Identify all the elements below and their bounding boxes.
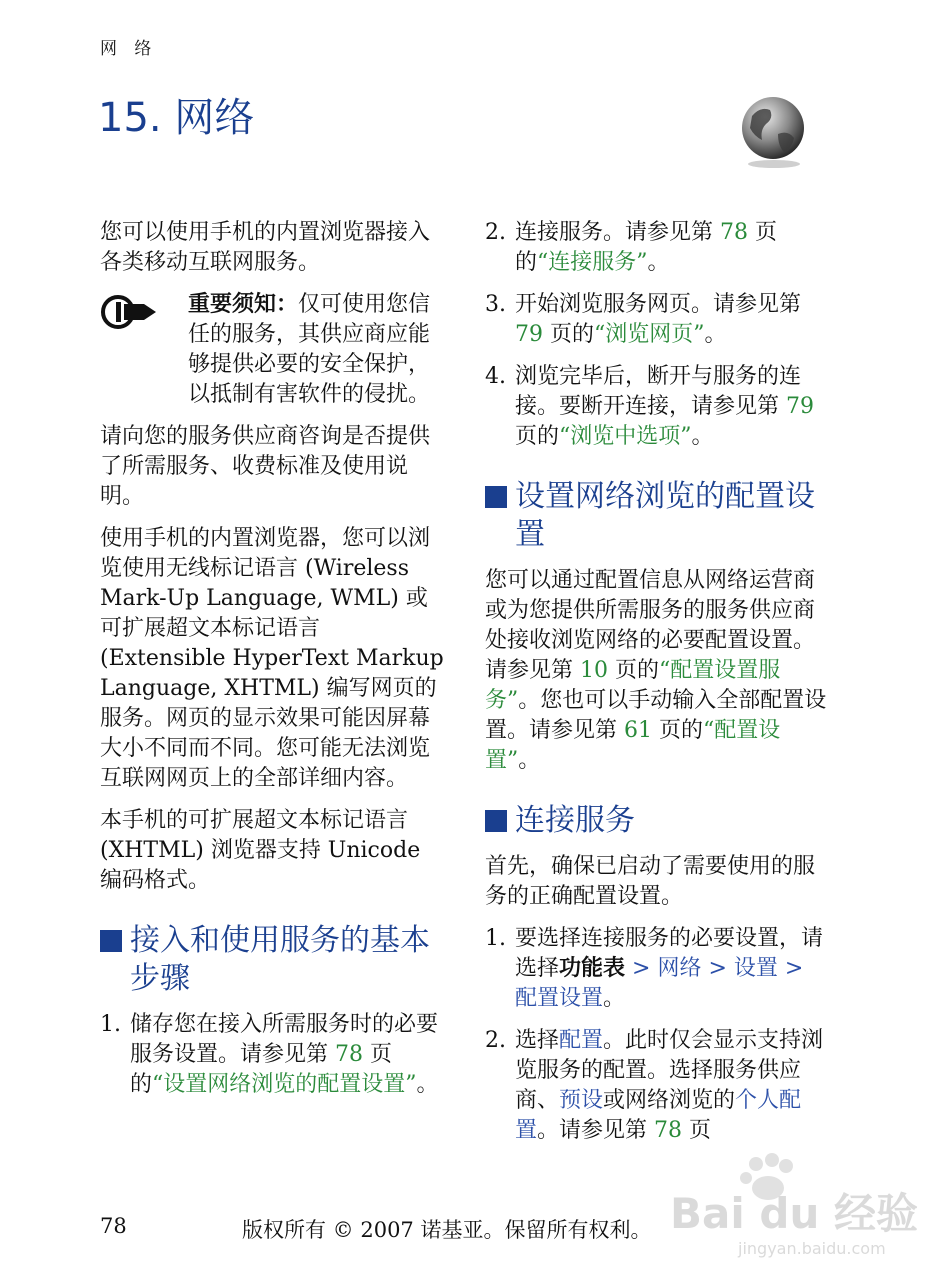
page-number: 78 <box>100 1214 127 1238</box>
step-text: 选择 <box>515 1028 560 1053</box>
step-text: 页的 <box>515 220 777 275</box>
step-number: 3. <box>485 292 506 317</box>
cross-reference-link[interactable]: “配置设置” <box>485 718 781 773</box>
step-number: 2. <box>485 1028 506 1053</box>
heading-square-icon <box>100 930 122 952</box>
step-text: 页的 <box>543 322 594 347</box>
left-column <box>100 218 445 1112</box>
basic-steps-list <box>100 1010 445 1100</box>
heading-square-icon <box>485 810 507 832</box>
step-text: 连接服务。请参见第 <box>515 220 720 245</box>
cross-reference-link[interactable]: “浏览中选项” <box>559 424 692 449</box>
paragraph-connect-intro: 首先，确保已启动了需要使用的服务的正确配置设置。 <box>485 854 816 909</box>
menu-option: 配置 <box>559 1028 604 1053</box>
list-item <box>485 218 830 278</box>
important-note <box>100 290 445 410</box>
step-text: 。 <box>416 1072 439 1097</box>
paragraph-unicode-support: 本手机的可扩展超文本标记语言 (XHTML) 浏览器支持 Unicode 编码格式。 <box>100 808 421 893</box>
step-text: 页 <box>682 1118 712 1143</box>
menu-option: 预设 <box>559 1088 604 1113</box>
important-pointer-icon <box>100 292 160 332</box>
page-reference-link[interactable]: 78 <box>720 220 748 245</box>
menu-path-item: 功能表 <box>559 956 626 981</box>
section-heading-basic-steps <box>100 922 445 998</box>
chapter-title: 15. 网络 <box>98 95 255 141</box>
step-text: 储存您在接入所需服务时的必要服务设置。请参见第 <box>130 1012 439 1067</box>
list-item <box>485 290 830 350</box>
menu-path-item: 网络 <box>657 956 702 981</box>
step-number: 1. <box>485 926 506 951</box>
cross-reference-link[interactable]: “连接服务” <box>537 250 648 275</box>
section-heading-text: 设置网络浏览的配置设置 <box>515 479 815 552</box>
heading-square-icon <box>485 486 507 508</box>
menu-path-item: 设置 <box>733 956 778 981</box>
page-reference-link[interactable]: 79 <box>786 394 814 419</box>
menu-path-item: 配置设置 <box>515 986 604 1011</box>
list-item <box>485 1026 830 1146</box>
paragraph-browser-description: 使用手机的内置浏览器，您可以浏览使用无线标记语言 (Wireless Mark-Up Language, WML) 或可扩展超文本标记语言 (Extensible HyperText Markup Language, XHTML) 编写网页的服务。网页的显示效果可能因屏幕大小不同而不同。您可能无法浏览互联网网页上的全部详细内容。 <box>100 526 444 791</box>
cross-reference-link[interactable]: “设置网络浏览的配置设置” <box>152 1072 417 1097</box>
step-text: 或网络浏览的 <box>603 1088 736 1113</box>
list-item <box>485 362 830 452</box>
paragraph-text: 。您也可以手动输入全部配置设置。请参见第 <box>485 688 827 743</box>
section-heading-connect <box>485 802 830 840</box>
running-header: 网 络 <box>100 39 158 59</box>
page-reference-link[interactable]: 61 <box>624 718 652 743</box>
step-number: 2. <box>485 220 506 245</box>
step-text: 。 <box>647 250 670 275</box>
step-text: 。 <box>691 424 714 449</box>
connect-steps-list <box>485 924 830 1146</box>
page-reference-link[interactable]: 78 <box>654 1118 683 1143</box>
menu-path-separator: > <box>625 956 658 981</box>
section-heading-text: 接入和使用服务的基本步骤 <box>130 923 430 996</box>
step-text: 浏览完毕后，断开与服务的连接。要断开连接，请参见第 <box>515 364 802 419</box>
list-item <box>100 1010 445 1100</box>
step-text: 。 <box>704 322 727 347</box>
page-reference-link[interactable]: 79 <box>515 322 543 347</box>
list-item <box>485 924 830 1014</box>
note-label: 重要须知： <box>188 292 299 317</box>
paragraph-text: 您可以通过配置信息从网络运营商或为您提供所需服务的服务供应商处接收浏览网络的必要配置设置。请参见第 <box>485 568 816 683</box>
baidu-jingyan-watermark <box>660 1150 918 1260</box>
cross-reference-link[interactable]: “浏览网页” <box>594 322 705 347</box>
watermark-text: Bai du 经验 <box>670 1189 918 1238</box>
paragraph-text: 页的 <box>608 658 659 683</box>
menu-option: 个人配置 <box>515 1088 802 1143</box>
section-heading-text: 连接服务 <box>515 803 635 838</box>
right-column <box>485 218 830 1158</box>
paragraph-service-inquiry: 请向您的服务供应商咨询是否提供了所需服务、收费标准及使用说明。 <box>100 424 431 509</box>
intro-paragraph: 您可以使用手机的内置浏览器接入各类移动互联网服务。 <box>100 220 431 275</box>
page-reference-link[interactable]: 10 <box>580 658 608 683</box>
step-text: 。请参见第 <box>537 1118 655 1143</box>
step-text: 页的 <box>515 424 560 449</box>
step-text: 要选择连接服务的必要设置，请选择 <box>515 926 824 981</box>
step-text: 。此时仅会显示支持浏览服务的配置。选择服务供应商、 <box>515 1028 824 1113</box>
section-heading-config <box>485 478 830 554</box>
step-text: 。 <box>603 986 626 1011</box>
paragraph-text: 。 <box>518 748 541 773</box>
watermark-url: jingyan.baidu.com <box>738 1239 886 1258</box>
paragraph-text: 页的 <box>652 718 703 743</box>
step-text: 开始浏览服务网页。请参见第 <box>515 292 802 317</box>
copyright-notice: 版权所有 © 2007 诺基亚。保留所有权利。 <box>242 1218 652 1242</box>
paragraph-config-settings <box>485 566 830 776</box>
page-reference-link[interactable]: 78 <box>335 1042 363 1067</box>
step-number: 4. <box>485 364 506 389</box>
step-text: 页的 <box>130 1042 392 1097</box>
note-text: 仅可使用您信任的服务，其供应商应能够提供必要的安全保护，以抵制有害软件的侵扰。 <box>188 292 431 407</box>
globe-icon <box>738 94 808 170</box>
step-number: 1. <box>100 1012 121 1037</box>
cross-reference-link[interactable]: “配置设置服务” <box>485 658 781 713</box>
menu-path-separator: > <box>777 956 804 981</box>
basic-steps-list-continued <box>485 218 830 452</box>
menu-path-separator: > <box>701 956 734 981</box>
